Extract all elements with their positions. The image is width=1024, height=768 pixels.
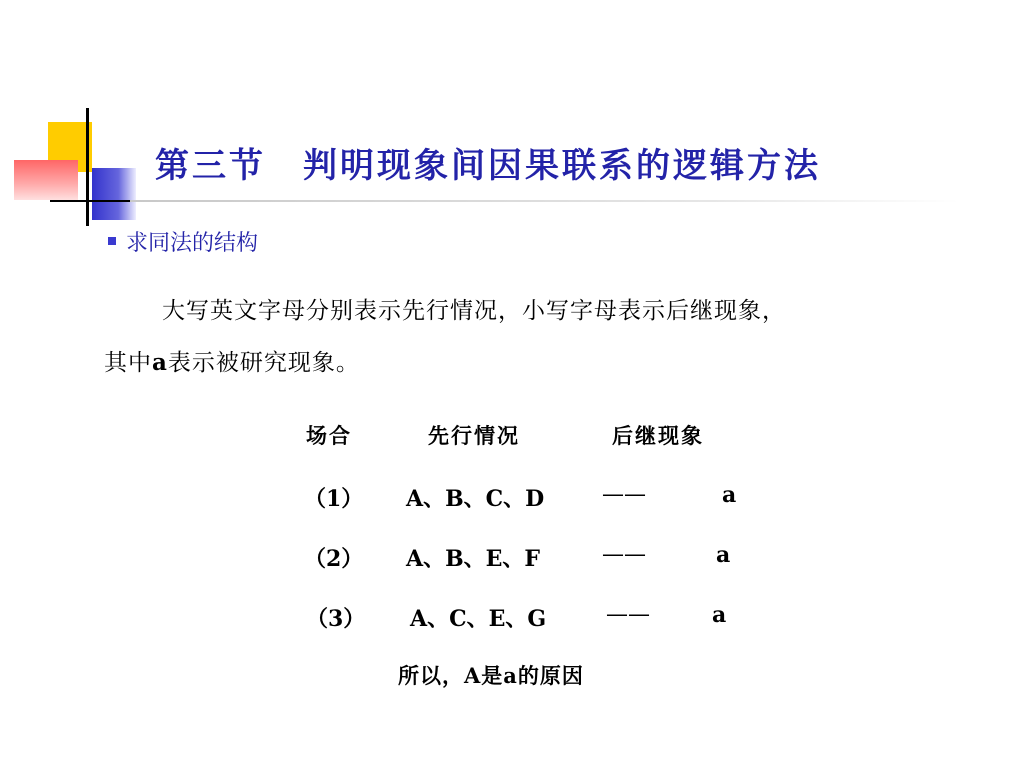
conclusion	[398, 660, 584, 690]
row-1-dash: ——	[602, 482, 646, 507]
logo-red-square	[14, 160, 78, 200]
row-3-effect: a	[712, 602, 727, 628]
conclusion-a: a	[503, 663, 518, 688]
row-1-case: （1）	[304, 486, 364, 512]
paragraph-variable-a: a	[152, 349, 168, 376]
row-1-antecedents: A、B、C、D	[406, 486, 545, 512]
conclusion-mid: 是	[481, 663, 504, 688]
paragraph-line-1: 大写英文字母分别表示先行情况，小写字母表示后继现象，	[162, 298, 786, 324]
header-antecedents: 先行情况	[428, 423, 520, 448]
header-effect: 后继现象	[612, 423, 704, 448]
paragraph-line-2	[104, 344, 360, 377]
slide-title: 第三节 判明现象间因果联系的逻辑方法	[155, 146, 821, 186]
header-case: 场合	[306, 423, 352, 448]
logo-vertical-line	[86, 108, 89, 226]
conclusion-post: 的原因	[517, 663, 584, 688]
conclusion-A: A	[464, 663, 482, 688]
row-3-case: （3）	[306, 606, 366, 632]
paragraph-line-2-pre: 其中	[104, 350, 152, 376]
bullet-item	[108, 226, 258, 257]
logo-horizontal-line	[50, 200, 130, 202]
bullet-text: 求同法的结构	[126, 231, 259, 256]
row-2-effect: a	[716, 542, 731, 568]
row-3-antecedents: A、C、E、G	[410, 606, 547, 632]
bullet-square-icon	[108, 237, 116, 245]
row-2-dash: ——	[602, 542, 646, 567]
row-1-effect: a	[722, 482, 737, 508]
row-2-antecedents: A、B、E、F	[406, 546, 541, 572]
slide-logo	[0, 0, 140, 240]
logo-blue-square	[92, 168, 136, 220]
paragraph-line-2-post: 表示被研究现象。	[167, 350, 360, 376]
conclusion-pre: 所以，	[398, 663, 464, 688]
row-2-case: （2）	[304, 546, 364, 572]
row-3-dash: ——	[606, 602, 650, 627]
title-underline	[130, 200, 960, 202]
